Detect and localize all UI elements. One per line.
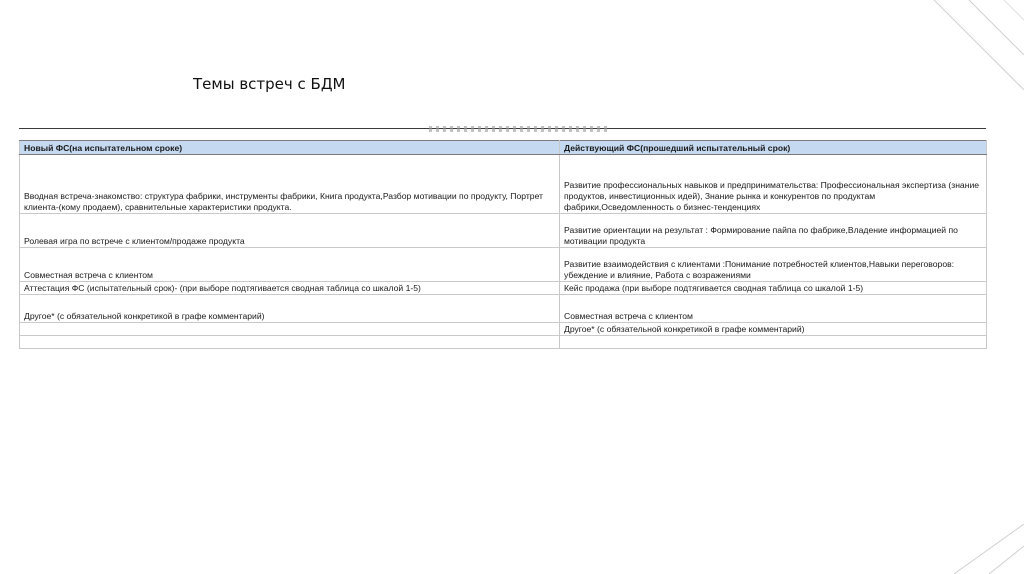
table-row [20,336,987,349]
table-row [20,248,987,282]
table-cell: Совместная встреча с клиентом [560,295,987,323]
table-header-row [20,141,987,155]
table-row [20,214,987,248]
table-cell: Аттестация ФС (испытательный срок)- (при выборе подтягивается сводная таблица со шкалой 1-5) [20,282,560,295]
table-row [20,282,987,295]
spreadsheet-area [19,128,986,348]
sheet-top-border [19,128,986,139]
table-row [20,295,987,323]
table-row [20,323,987,336]
table-cell: Вводная встреча-знакомство: структура фабрики, инструменты фабрики, Книга продукта,Разбор мотивации по продукту, Портрет клиента-(кому продаем), сравнительные характеристики продукта. [20,155,560,214]
table-cell [20,336,560,349]
table-cell: Развитие взаимодействия с клиентами :Понимание потребностей клиентов,Навыки переговоров: убеждение и влияние, Работа с возражениями [560,248,987,282]
table-cell: Другое* (с обязательной конкретикой в графе комментарий) [560,323,987,336]
table-row [20,155,987,214]
corner-decoration-top [874,0,1024,90]
table-cell [20,323,560,336]
slide-title: Темы встреч с БДМ [193,75,346,93]
table-cell: Другое* (с обязательной конкретикой в графе комментарий) [20,295,560,323]
table-cell: Развитие ориентации на результат : Формирование пайпа по фабрике,Владение информацией по мотивации продукта [560,214,987,248]
table-cell: Развитие профессиональных навыков и предпринимательства: Профессиональная экспертиза (знание продуктов, инвестиционных идей), Знание рынка и конкурентов по продуктам фабрики,Осведомленность о бизнес-тенденциях [560,155,987,214]
table-cell: Совместная встреча с клиентом [20,248,560,282]
column-header-current-fs: Действующий ФС(прошедший испытательный срок) [560,141,987,155]
column-header-new-fs: Новый ФС(на испытательном сроке) [20,141,560,155]
meeting-topics-table [19,140,987,349]
faded-header-text [429,126,609,132]
table-cell: Кейс продажа (при выборе подтягивается сводная таблица со шкалой 1-5) [560,282,987,295]
table-cell [560,336,987,349]
corner-decoration-bottom [954,524,1024,574]
table-cell: Ролевая игра по встрече с клиентом/продаже продукта [20,214,560,248]
